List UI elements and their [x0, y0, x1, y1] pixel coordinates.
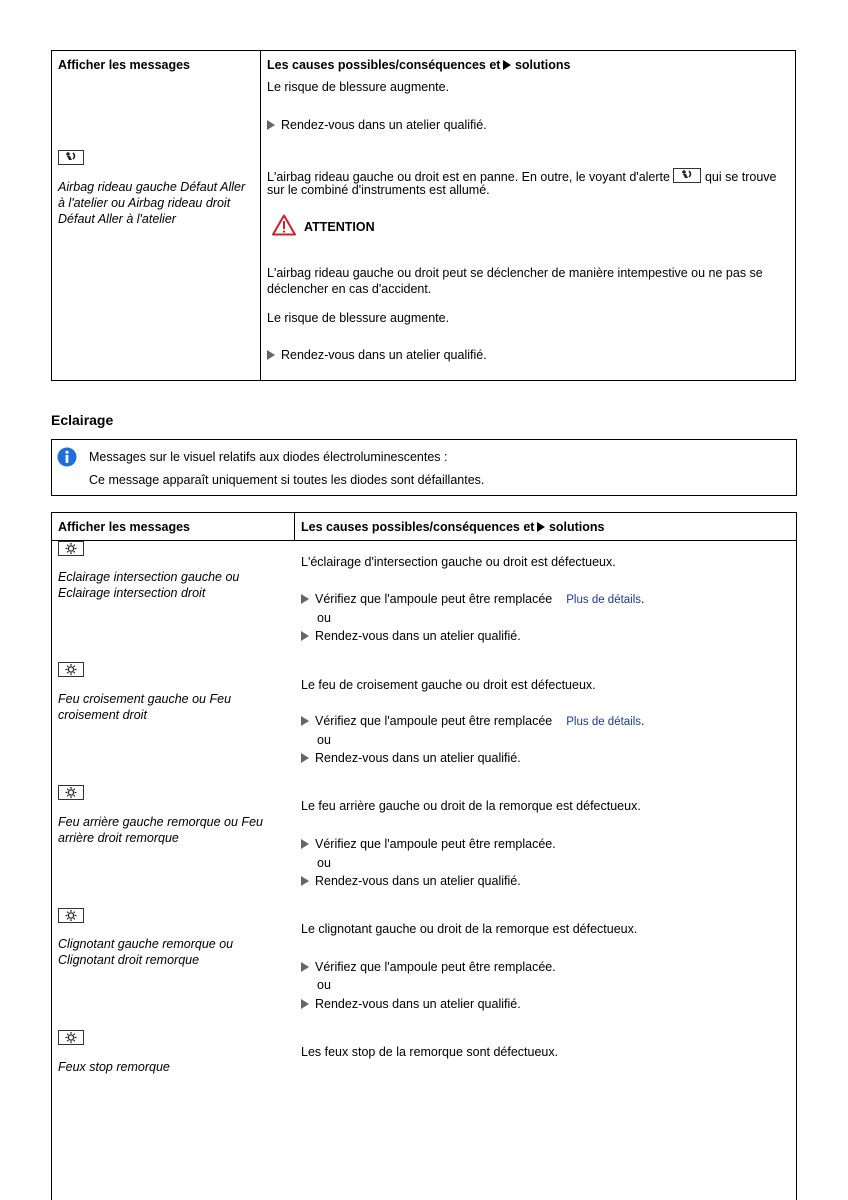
play-triangle-icon — [301, 716, 309, 726]
or-row2: ou — [317, 733, 331, 747]
lamp-fault-icon — [58, 908, 84, 923]
message-row2-line1: Feu croisement gauche ou Feu — [58, 692, 232, 706]
lighting-table — [51, 512, 797, 1200]
or-row1: ou — [317, 611, 331, 625]
airbag-message-line1: Airbag rideau gauche Défaut Aller — [58, 180, 246, 194]
message-row1-line2: Eclairage intersection droit — [58, 586, 206, 600]
play-triangle-icon — [267, 120, 275, 130]
step-atelier-top: Rendez-vous dans un atelier qualifié. — [267, 117, 487, 133]
lamp-fault-icon — [58, 662, 84, 677]
cause-row1: L'éclairage d'intersection gauche ou droit est défectueux. — [301, 555, 616, 569]
airbag-description: L'airbag rideau gauche ou droit est en panne. En outre, le voyant d'alerte qui se trouve — [267, 170, 777, 184]
section-title: Eclairage — [51, 412, 114, 428]
step1-row3: Vérifiez que l'ampoule peut être remplacée. — [301, 836, 556, 852]
step2-row3: Rendez-vous dans un atelier qualifié. — [301, 873, 521, 889]
play-triangle-icon — [537, 522, 545, 532]
details-link[interactable]: Plus de détails — [566, 716, 642, 728]
lamp-fault-icon — [58, 785, 84, 800]
message-row4-line2: Clignotant droit remorque — [58, 953, 200, 967]
risk-text-bottom: Le risque de blessure augmente. — [267, 311, 450, 325]
info-line1: Messages sur le visuel relatifs aux diodes électroluminescentes : — [89, 450, 448, 464]
play-triangle-icon — [301, 631, 309, 641]
table1-header-right: Les causes possibles/conséquences et solutions — [267, 58, 571, 72]
play-triangle-icon — [301, 594, 309, 604]
airbag-description-line2: sur le combiné d'instruments est allumé. — [267, 183, 490, 197]
risk-text-top: Le risque de blessure augmente. — [267, 80, 450, 94]
message-row1-line1: Eclairage intersection gauche ou — [58, 570, 240, 584]
message-row2-line2: croisement droit — [58, 708, 147, 722]
warning-text-line2: déclencher en cas d'accident. — [267, 282, 432, 296]
lamp-fault-icon — [58, 541, 84, 556]
cause-row5: Les feux stop de la remorque sont défectueux. — [301, 1045, 559, 1059]
play-triangle-icon — [301, 839, 309, 849]
warning-text-line1: L'airbag rideau gauche ou droit peut se déclencher de manière intempestive ou ne pas se — [267, 266, 763, 280]
or-row3: ou — [317, 856, 331, 870]
play-triangle-icon — [301, 876, 309, 886]
play-triangle-icon — [301, 999, 309, 1009]
message-row5-line1: Feux stop remorque — [58, 1060, 170, 1074]
table1-divider — [260, 50, 261, 381]
step1-row4: Vérifiez que l'ampoule peut être remplacée. — [301, 959, 556, 975]
cause-row4: Le clignotant gauche ou droit de la remorque est défectueux. — [301, 922, 638, 936]
airbag-warning-icon — [58, 150, 84, 165]
airbag-message-line2: à l'atelier ou Airbag rideau droit — [58, 196, 231, 210]
warning-triangle-icon — [272, 214, 296, 239]
play-triangle-icon — [301, 753, 309, 763]
table2-header-divider — [294, 512, 295, 541]
message-row3-line1: Feu arrière gauche remorque ou Feu — [58, 815, 263, 829]
details-link[interactable]: Plus de détails — [566, 594, 642, 606]
or-row4: ou — [317, 978, 331, 992]
play-triangle-icon — [301, 962, 309, 972]
step2-row4: Rendez-vous dans un atelier qualifié. — [301, 996, 521, 1012]
message-row4-line1: Clignotant gauche remorque ou — [58, 937, 234, 951]
step-atelier-bottom: Rendez-vous dans un atelier qualifié. — [267, 347, 487, 363]
step1-row2: Vérifiez que l'ampoule peut être remplacée Plus de détails. — [301, 713, 645, 730]
warning-label: ATTENTION — [304, 220, 375, 234]
table1-header-left: Afficher les messages — [58, 58, 191, 72]
message-row3-line2: arrière droit remorque — [58, 831, 179, 845]
info-icon — [57, 447, 77, 470]
play-triangle-icon — [503, 60, 511, 70]
table2-header-left: Afficher les messages — [58, 520, 191, 534]
step2-row1: Rendez-vous dans un atelier qualifié. — [301, 628, 521, 644]
table2-header-right: Les causes possibles/conséquences et solutions — [301, 520, 605, 534]
cause-row3: Le feu arrière gauche ou droit de la remorque est défectueux. — [301, 799, 641, 813]
step1-row1: Vérifiez que l'ampoule peut être remplacée Plus de détails. — [301, 591, 645, 608]
step2-row2: Rendez-vous dans un atelier qualifié. — [301, 750, 521, 766]
play-triangle-icon — [267, 350, 275, 360]
lamp-fault-icon — [58, 1030, 84, 1045]
table2-header-rule — [51, 540, 797, 541]
cause-row2: Le feu de croisement gauche ou droit est défectueux. — [301, 678, 596, 692]
airbag-warning-icon — [673, 168, 701, 183]
airbag-message-line3: Défaut Aller à l'atelier — [58, 212, 176, 226]
info-line2: Ce message apparaît uniquement si toutes les diodes sont défaillantes. — [89, 473, 485, 487]
